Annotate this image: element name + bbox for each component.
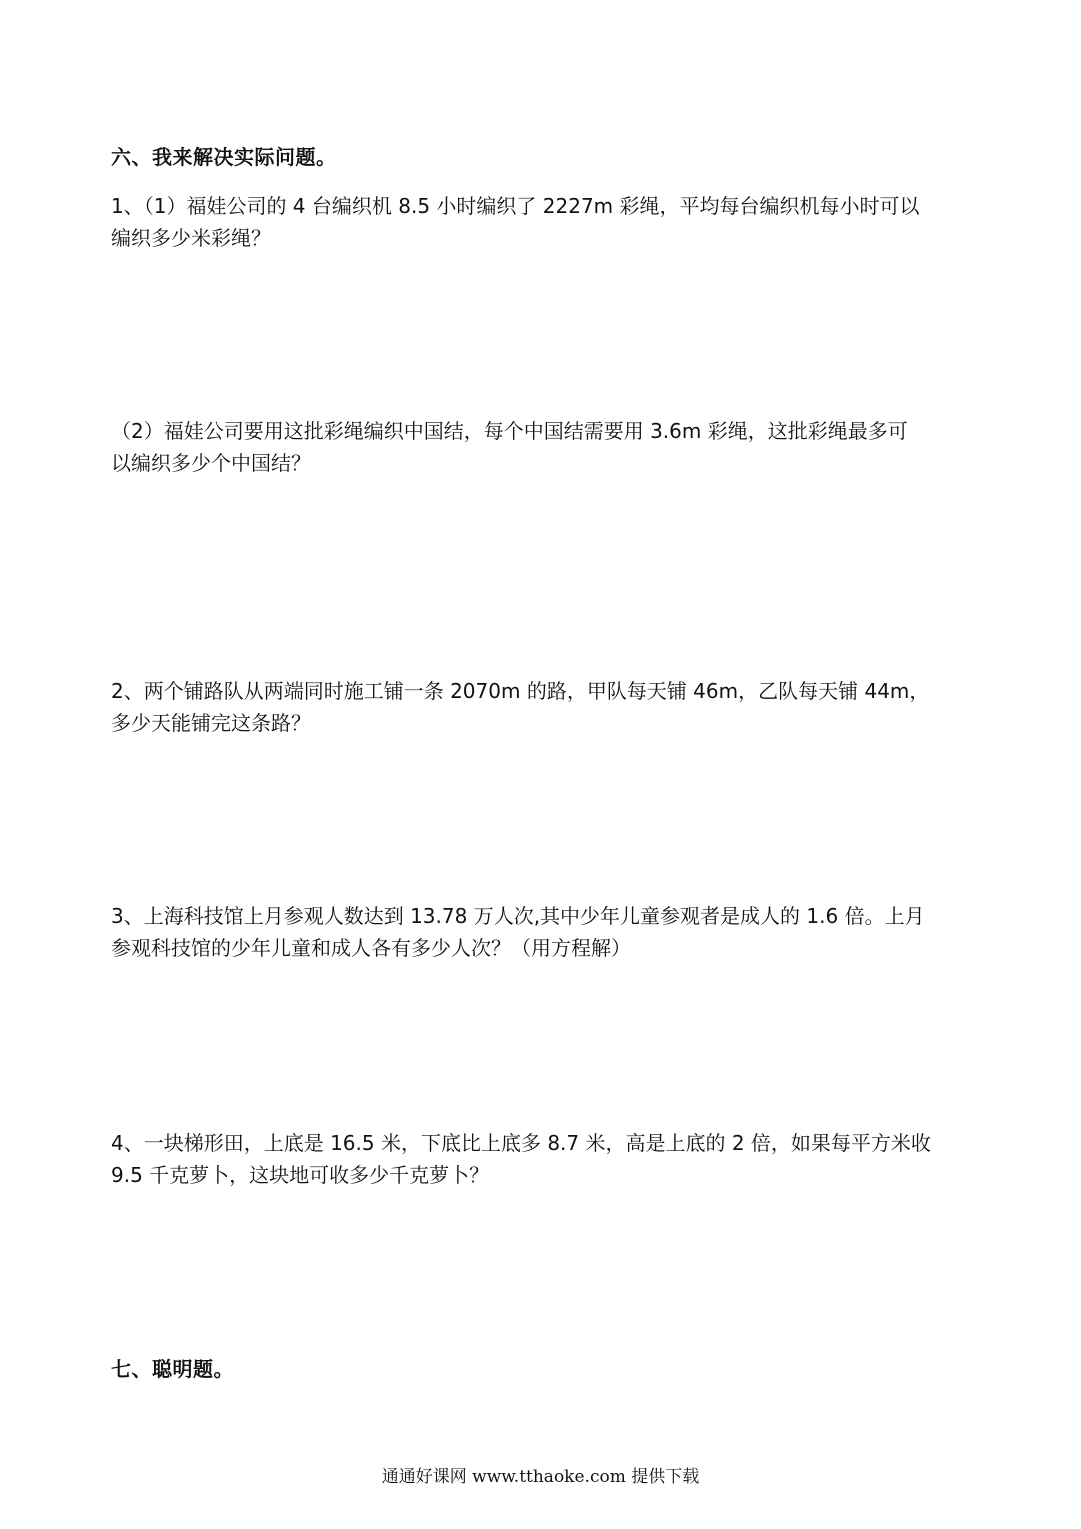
problem-3-line-1: 3、上海科技馆上月参观人数达到 13.78 万人次,其中少年儿童参观者是成人的 1.6 倍。上月 — [111, 904, 925, 928]
problem-1-1-line-2: 编织多少米彩绳？ — [111, 226, 271, 250]
problem-1-1-line-1: 1、（1）福娃公司的 4 台编织机 8.5 小时编织了 2227m 彩绳，平均每台编织机每小时可以 — [111, 194, 920, 218]
problem-1-2 — [111, 415, 981, 479]
section-6-heading: 六、我来解决实际问题。 — [111, 145, 337, 169]
problem-4-line-1: 4、一块梯形田，上底是 16.5 米，下底比上底多 8.7 米，高是上底的 2 倍，如果每平方米收 — [111, 1131, 931, 1155]
problem-2-line-2: 多少天能铺完这条路？ — [111, 711, 311, 735]
problem-4 — [111, 1127, 981, 1191]
problem-3 — [111, 900, 981, 964]
section-7-heading: 七、聪明题。 — [111, 1357, 234, 1381]
problem-2-line-1: 2、两个铺路队从两端同时施工铺一条 2070m 的路，甲队每天铺 46m，乙队每天铺 44m， — [111, 679, 930, 703]
footer-source-note: 通通好课网 www.tthaoke.com 提供下载 — [381, 1467, 700, 1487]
problem-1-2-line-2: 以编织多少个中国结？ — [111, 451, 311, 475]
problem-1-1 — [111, 190, 981, 254]
problem-1-2-line-1: （2）福娃公司要用这批彩绳编织中国结，每个中国结需要用 3.6m 彩绳，这批彩绳最多可 — [111, 419, 908, 443]
problem-3-line-2: 参观科技馆的少年儿童和成人各有多少人次？（用方程解） — [111, 936, 631, 960]
problem-2 — [111, 675, 981, 739]
problem-4-line-2: 9.5 千克萝卜，这块地可收多少千克萝卜？ — [111, 1163, 490, 1187]
